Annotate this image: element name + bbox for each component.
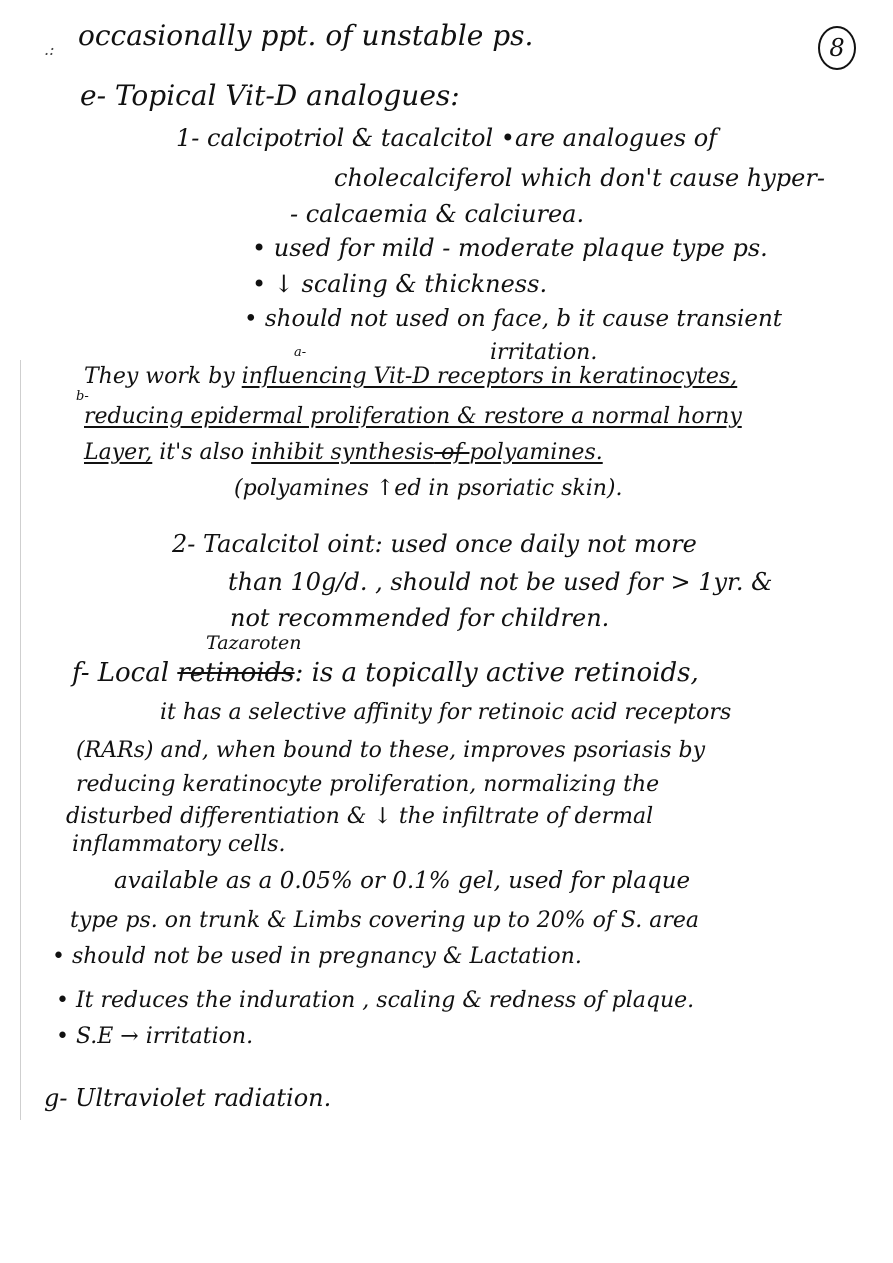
section-f-line-2: (RARs) and, when bound to these, improves psoriasis by (76, 738, 706, 763)
margin-dots: .: (44, 40, 55, 59)
section-f-line-1: it has a selective affinity for retinoic acid receptors (160, 700, 732, 725)
item1-line2: cholecalciferol which don't cause hyper- (334, 164, 825, 192)
section-f-line-4: disturbed differentiation & ↓ the infiltrate of dermal (66, 804, 654, 829)
mechanism-line1 (84, 366, 737, 388)
mechanism-pre: They work by (84, 364, 242, 389)
mechanism-underline-1: influencing Vit-D receptors in keratinocytes, (241, 364, 738, 389)
page-number: 8 (818, 26, 856, 70)
tazaroten-insert: Tazaroten (206, 632, 302, 654)
top-line: occasionally ppt. of unstable ps. (78, 19, 534, 52)
mark-a: a- (294, 345, 307, 360)
margin-line (20, 360, 21, 1120)
mechanism-underline-3: Layer, (84, 440, 153, 465)
section-f-heading-post: : is a topically active retinoids, (294, 658, 699, 688)
section-f-line-3: reducing keratinocyte proliferation, normalizing the (76, 772, 660, 797)
section-f-bullet-3: • S.E → irritation. (56, 1024, 254, 1049)
item1-bullet-1: • used for mild - moderate plaque type ps. (252, 234, 768, 262)
mechanism-underline-5: polyamines. (469, 440, 603, 465)
item2-line1: 2- Tacalcitol oint: used once daily not more (172, 530, 697, 558)
section-g-heading: g- Ultraviolet radiation. (44, 1084, 332, 1112)
section-f-available-2: type ps. on trunk & Limbs covering up to 20% of S. area (70, 908, 700, 933)
mechanism-line2 (84, 406, 742, 428)
mechanism-mid: it's also (152, 440, 252, 465)
section-e-heading: e- Topical Vit-D analogues: (80, 79, 460, 112)
item1-line1: 1- calcipotriol & tacalcitol •are analogues of (176, 124, 718, 152)
mechanism-underline-4: inhibit synthesis (251, 440, 435, 465)
section-f-available-1: available as a 0.05% or 0.1% gel, used for plaque (114, 868, 691, 894)
item2-line3: not recommended for children. (230, 604, 610, 632)
mechanism-of-struck: of (434, 440, 470, 465)
mechanism-line3 (84, 442, 603, 464)
section-f-heading-pre: f- Local (72, 658, 178, 688)
section-f-heading-struck: retinoids (177, 658, 295, 688)
mechanism-line4: (polyamines ↑ed in psoriatic skin). (234, 476, 623, 501)
item1-bullet-2: • ↓ scaling & thickness. (252, 270, 548, 298)
item1-bullet-3-cont: irritation. (490, 340, 598, 365)
section-f-bullet-2: • It reduces the induration , scaling & redness of plaque. (56, 988, 695, 1013)
section-f-line-5: inflammatory cells. (72, 832, 286, 857)
item2-line2: than 10g/d. , should not be used for > 1yr. & (228, 568, 773, 596)
mechanism-underline-2: reducing epidermal proliferation & restore a normal horny (84, 404, 742, 429)
mark-b: b- (76, 389, 89, 404)
section-f-bullet-1: • should not be used in pregnancy & Lactation. (52, 944, 582, 969)
section-f-heading (72, 660, 699, 686)
item1-line3: - calcaemia & calciurea. (290, 200, 585, 228)
item1-bullet-3: • should not used on face, b it cause transient (244, 306, 782, 332)
